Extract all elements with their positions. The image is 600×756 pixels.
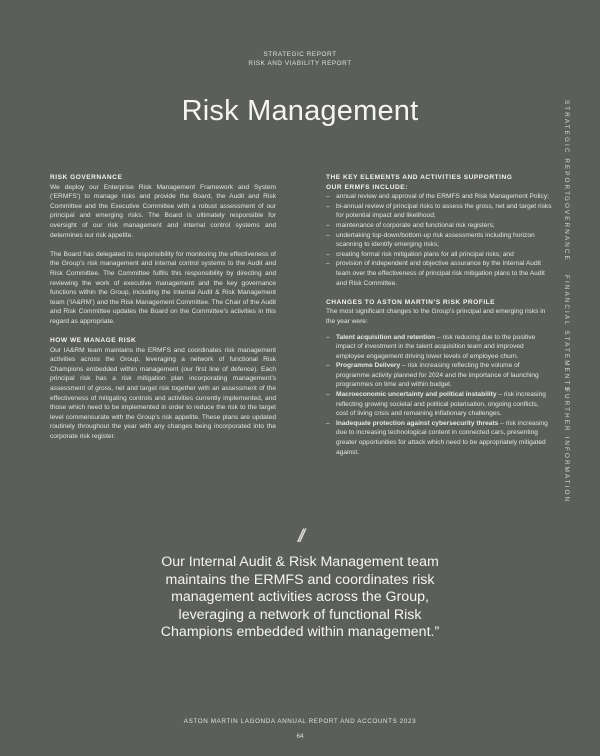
section-header — [0, 50, 600, 68]
list-item: – bi-annual review of principal risks to assess the gross, net and target risks for potential impact and likelihood; — [326, 202, 552, 221]
risk-governance-paragraph-2: The Board has delegated its responsibility for monitoring the effectiveness of the Group’s risk management and internal control systems to the Audit and Risk Committee. The Committee fulfils this responsibility by directing and reviewing the work of executive management and the key governance functions within the Group, including the Internal Audit & Risk Management team (‘IA&RM’) and the Risk Management Committee. The Chair of the Audit and Risk Committee updates the Board on the Committee’s activities in this regard as appropriate. — [50, 250, 276, 325]
key-elements-list — [326, 192, 552, 288]
list-item: – annual review and approval of the ERMFS and Risk Management Policy; — [326, 192, 552, 202]
list-item — [326, 361, 552, 390]
risk-name: Talent acquisition and retention — [336, 333, 436, 341]
side-nav-item-further-information[interactable]: FURTHER INFORMATION — [563, 388, 570, 504]
right-column — [326, 173, 552, 457]
list-item: – creating formal risk mitigation plans for all principal risks; and — [326, 250, 552, 260]
side-nav-item-strategic-report[interactable]: STRATEGIC REPORT — [563, 100, 570, 198]
risk-name: Programme Delivery — [336, 362, 401, 370]
side-nav-item-governance[interactable]: GOVERNANCE — [563, 196, 570, 262]
section-header-line-1: STRATEGIC REPORT — [263, 51, 337, 58]
side-nav-item-financial-statements[interactable]: FINANCIAL STATEMENTS — [563, 275, 570, 393]
list-item — [326, 390, 552, 419]
list-item — [326, 419, 552, 457]
pull-quote: Our Internal Audit & Risk Management team maintains the ERMFS and coordinates risk management activities across the Group, leveraging a network of functional Risk Champions embedded within management.” — [160, 554, 440, 640]
risk-governance-paragraph-1: We deploy our Enterprise Risk Management Framework and System (‘ERMFS’) to manage risks and provide the Board, the Audit and Risk Committee and the Executive Committee with a robust assessment of our principal and emerging risks. The Board is ultimately responsible for oversight of our risk management and internal control systems and determines our risk appetite. — [50, 183, 276, 239]
risk-profile-changes-list — [326, 333, 552, 458]
risk-description: – risk increasing reflecting the volume of programme activity planned for 2024 and the importance of launching programmes on time and within budget. — [336, 362, 539, 389]
key-elements-heading-line-2: OUR ERMFS INCLUDE: — [326, 183, 408, 191]
risk-name: Macroeconomic uncertainty and political instability — [336, 391, 497, 399]
risk-governance-heading: RISK GOVERNANCE — [50, 174, 123, 181]
section-header-line-2: RISK AND VIABILITY REPORT — [248, 60, 352, 67]
left-column — [50, 173, 276, 442]
how-we-manage-risk-heading: HOW WE MANAGE RISK — [50, 337, 137, 345]
key-elements-heading-line-1: THE KEY ELEMENTS AND ACTIVITIES SUPPORTING — [326, 174, 513, 181]
risk-name: Inadequate protection against cybersecurity threats — [336, 419, 499, 427]
list-item: – undertaking top-down/bottom-up risk assessments including horizon scanning to identify emerging risks; — [326, 231, 552, 250]
risk-description: – risk reducing due to the positive impact of investment in the talent acquisition team and improved employee engagement driving lower levels of employee churn. — [336, 333, 536, 360]
quote-mark-icon: // — [297, 526, 302, 546]
risk-description: – risk increasing due to increasing technological content in connected cars, presenting greater opportunities for attack which need to be appropriately mitigated against. — [336, 419, 548, 456]
how-we-manage-risk-paragraph: Our IA&RM team maintains the ERMFS and coordinates risk management activities across the Group, leveraging a network of functional Risk Champions embedded within management (our first line of defence). Each principal risk has a risk mitigation plan incorporating management’s assessment of gross, net and target risk together with an assessment of the effectiveness of mitigating controls and activities currently implemented, and those which need to be implemented in order to reduce the risk to the target level commensurate with the Group’s risk appetite. These plans are updated routinely throughout the year with any changes being incorporated into the corporate risk register. — [50, 346, 276, 441]
page-title: Risk Management — [181, 95, 419, 127]
risk-profile-changes-heading: CHANGES TO ASTON MARTIN’S RISK PROFILE — [326, 298, 496, 306]
list-item: – provision of independent and objective assurance by the Internal Audit team over the effectiveness of principal risk mitigation plans to the Audit and Risk Committee. — [326, 259, 552, 288]
page-footer: ASTON MARTIN LAGONDA ANNUAL REPORT AND ACCOUNTS 2023 — [183, 718, 417, 725]
risk-description: – risk increasing reflecting growing societal and political polarisation, ongoing conflicts, cost of living crisis and remaining inflationary challenges. — [336, 391, 546, 418]
list-item: – maintenance of corporate and functional risk registers; — [326, 221, 552, 231]
list-item — [326, 333, 552, 362]
page-number: 64 — [296, 733, 304, 740]
risk-profile-changes-intro: The most significant changes to the Group’s principal and emerging risks in the year were: — [326, 308, 546, 325]
